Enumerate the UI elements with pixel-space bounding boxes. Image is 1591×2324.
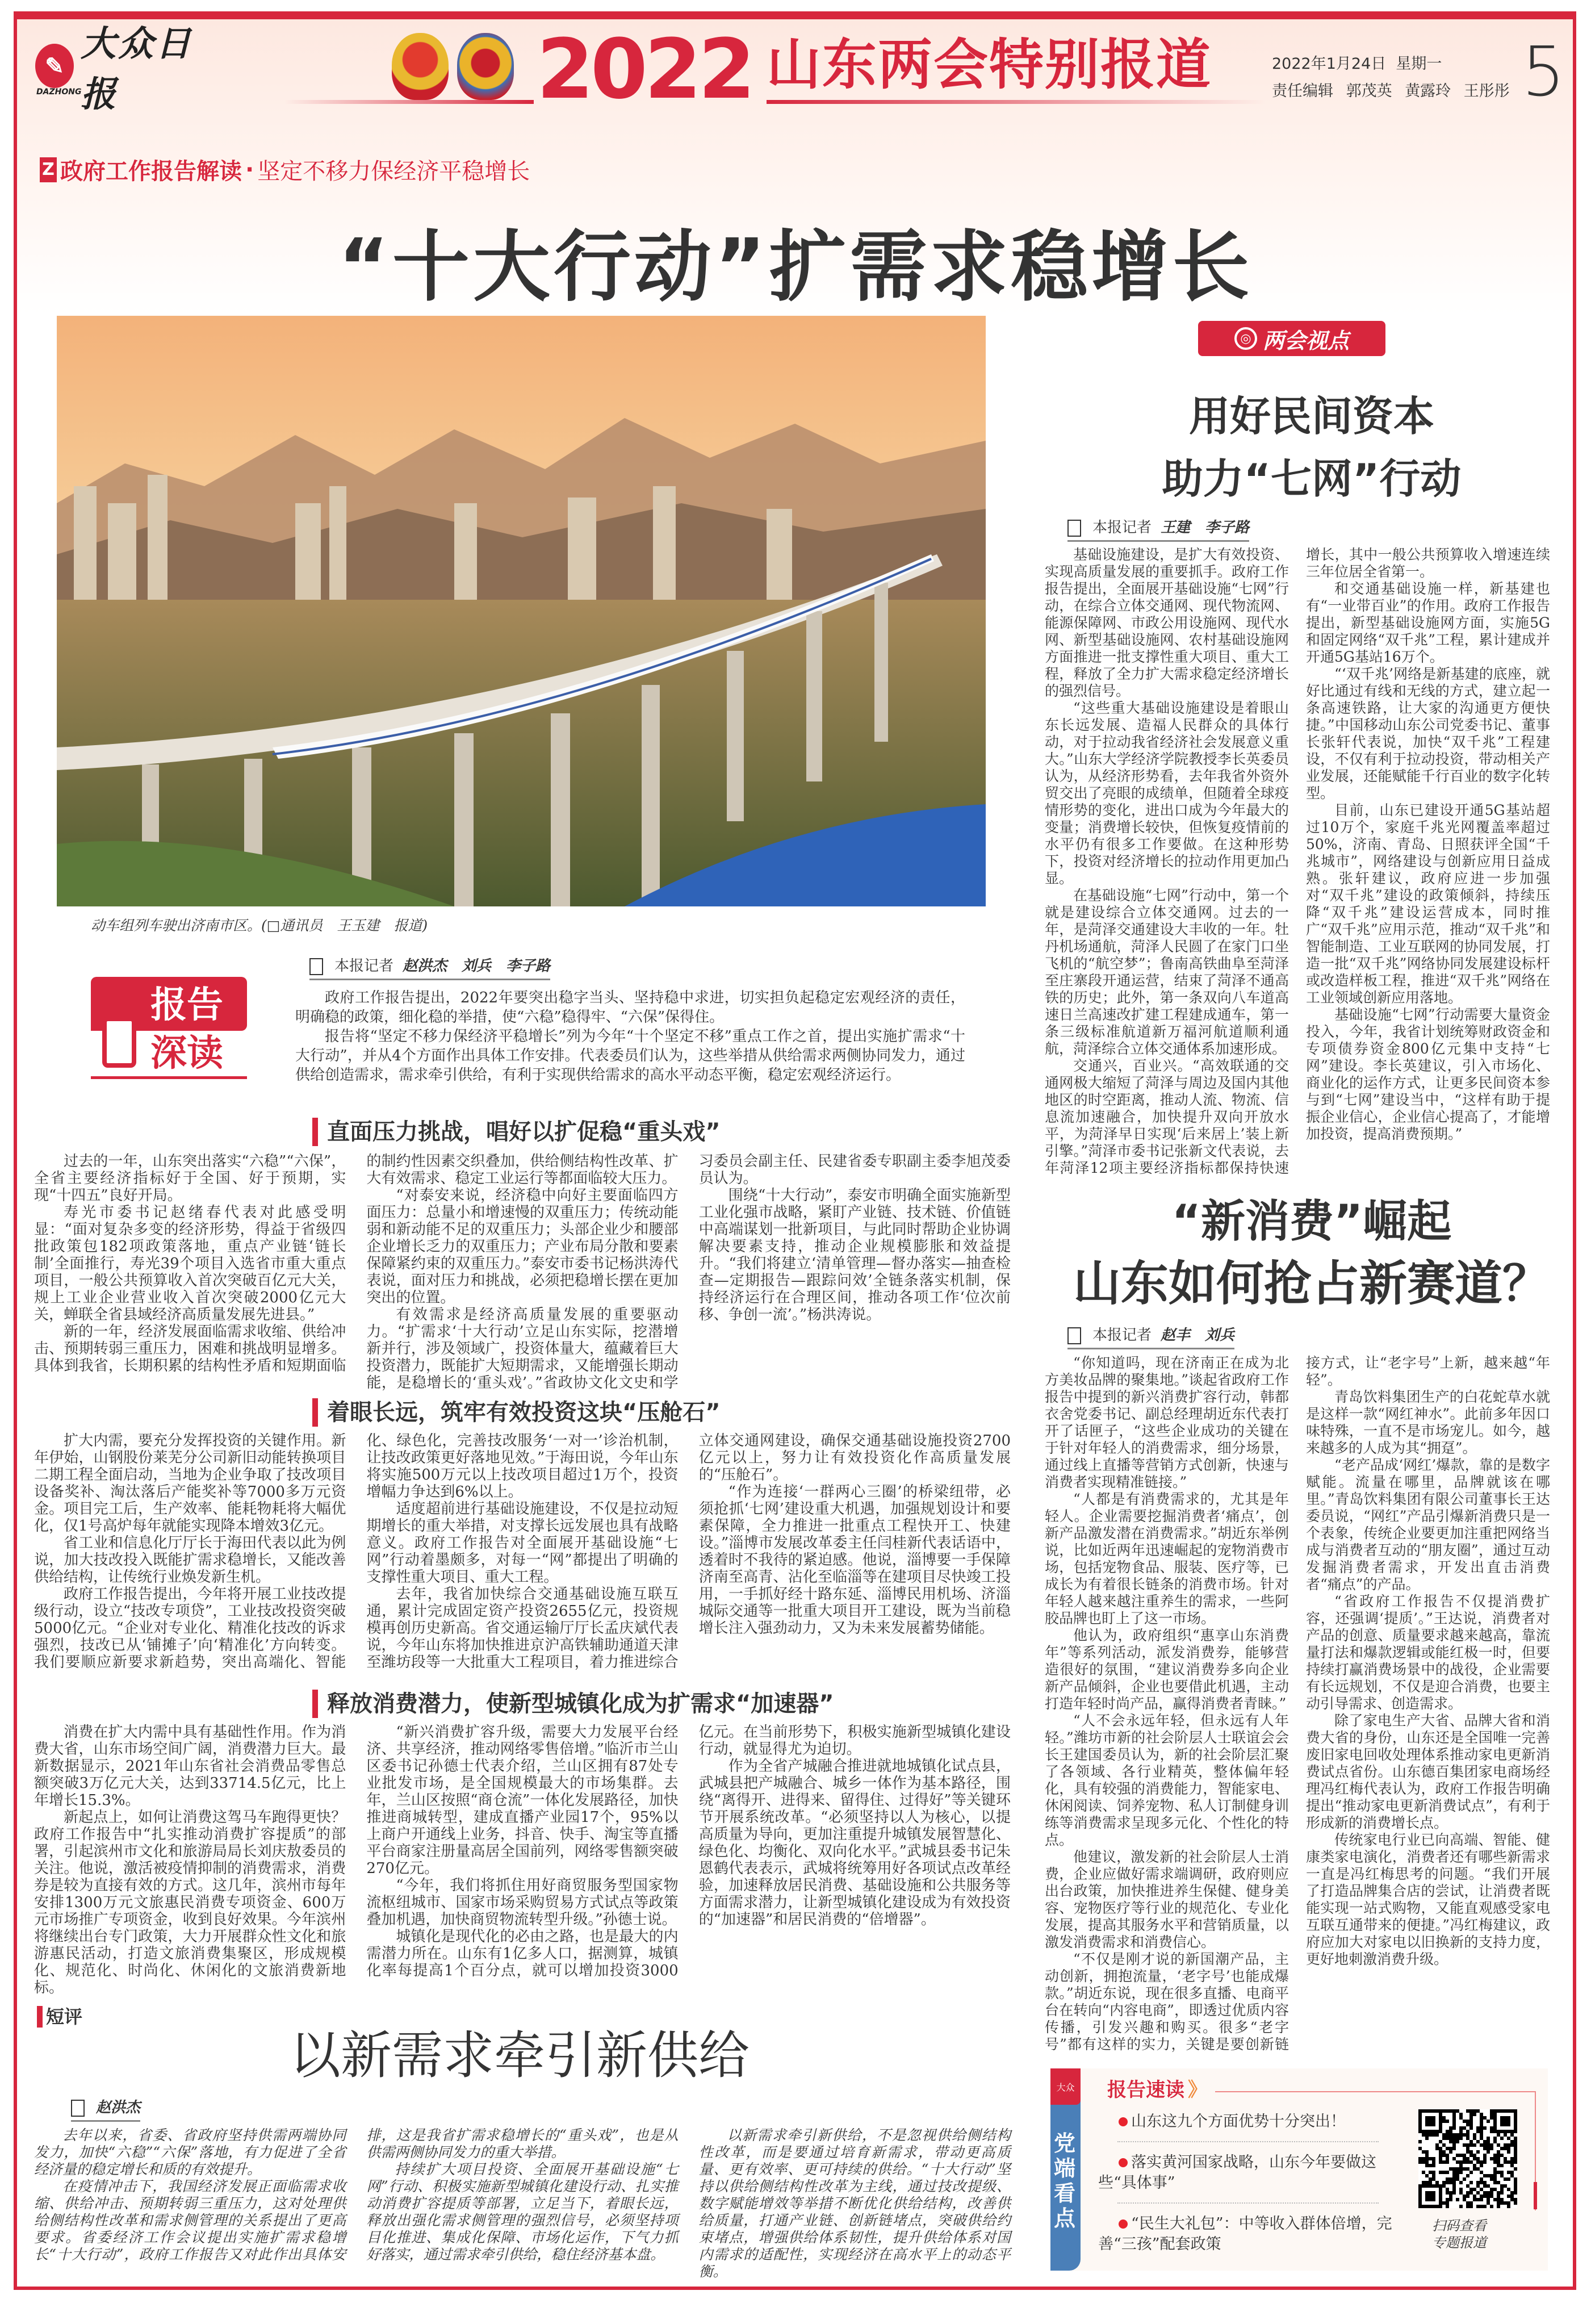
national-emblem-icon [392,33,449,100]
paragraph: “不仅是刚才说的新国潮产品，主动创新，拥抱流量，‘老字号’也能成爆款。”胡近东说，现在很多直播、电商平台在转向“内容电商”，即透过优质内容传播，引发兴趣和购买。很多“老字号”都有这样的实力，关键是要创新链接方式，让“老字号”上新，越来越“年轻”。 [1045,1355,1550,2053]
side1-byline [1067,516,1249,542]
quick-read-text: 报告速读 [1107,2079,1184,2101]
item-text: 落实黄河国家战略，山东今年要做这些“具体事” [1098,2154,1376,2192]
paragraph: 围绕“十大行动”，泰安市明确全面实施新型工业化强市战略，紧盯产业链、技术链、价值链中高端谋划一批新项目，与此同时帮助企业协调解决要素支持，推动企业规模膨胀和效益提升。“我们将建立‘清单管理—督办落实—抽查检查—定期报告—跟踪问效’全链条落实机制，保持经济运行在合理区间，推动各项工作‘位次前移、争创一流’。”杨洪涛说。 [698,1187,1011,1323]
kicker-text: 坚定不移力保经济平稳增长 [257,158,530,185]
commentary-label: 短评 [37,2006,82,2028]
paragraph: “人不会永远年轻，但永远有人年轻。”潍坊市新的社会阶层人士联谊会会长王建国委员认为，新的社会阶层汇聚了各领域、各行业精英，整体偏年轻化，具有较强的消费能力，智能家电、休闲阅读、饲养宠物、私人订制健身训练等消费需求呈现多元化、个性化的特点。 [1045,1712,1289,1848]
side2-title-line1: “新消费”崛起 [1171,1196,1452,1247]
editor-name: 郭茂英 [1346,82,1392,100]
badge-text: 两会视点 [1262,328,1349,353]
commentary-author: 赵洪杰 [96,2099,141,2116]
dazhong-logo-icon: ✎ [35,44,74,88]
byline-label: 本报记者 [1092,519,1152,536]
commentary-byline [71,2096,140,2122]
paragraph: 除了家电生产大省、品牌大省和消费大省的身份，山东还是全国唯一完善废旧家电回收处理体系推动家电更新消费试点省份。山东德百集团家电商场经理冯红梅代表认为，政府工作报告明确提出“推动家电更新消费试点”，有利于形成新的消费增长点。 [1306,1712,1550,1831]
side1-title-line2: 助力“七网”行动 [1162,455,1462,503]
byline-authors: 赵丰 刘兵 [1161,1327,1235,1344]
paragraph: 消费在扩大内需中具有基础性作用。作为消费大省，山东市场空间广阔，消费潜力巨大。最新数据显示，2021年山东省社会消费品零售总额突破3万亿元大关，达到33714.5亿元，比上年增长15.3%。 [34,1724,346,1809]
qr-caption [1432,2217,1487,2251]
section-body [34,1724,1011,2002]
date-text: 2022年1月24日 [1272,55,1387,73]
paragraph: “省政府工作报告不仅提消费扩容，还强调‘提质’。”王达说，消费者对产品的创意、质量要求越来越高，靠流量打法和爆款逻辑或能红极一时，但要持续打赢消费场景中的战役，企业需要有长远规划，不仅是迎合消费，也要主动引导需求、创造需求。 [1306,1593,1550,1712]
section-title: 山东两会特别报道 [767,33,1212,97]
paragraph: 去年以来，省委、省政府坚持供需两端协同发力，加快“六稳”“六保”落地，有力促进了全省经济量的稳定增长和质的有效提升。 [34,2127,346,2177]
paragraph: 新的一年，经济发展面临需求收缩、供给冲击、预期转弱三重压力，困难和挑战明显增多。具体到我省，长期积累的结构性矛盾和短期面临的制约性因素交织叠加，供给侧结构性改革、扩大有效需求、稳定工业运行等都面临较大压力。 [34,1153,679,1374]
lead-byline [309,954,550,980]
paragraph: “你知道吗，现在济南正在成为北方美妆品牌的聚集地。”谈起省政府工作报告中提到的新兴消费扩容行动，韩都衣舍党委书记、副总经理胡近东代表打开了话匣子，“这些企业成功的关键在于针对年轻人的消费需求，细分场景，通过线上直播等营销方式创新，快速与消费者实现精准链接。” [1045,1355,1289,1490]
commentary-body [34,2127,1011,2286]
paragraph: 有效需求是经济高质量发展的重要驱动力。“扩需求‘十大行动’立足山东实际，挖潜增新并行，涉及领域广，投资体量大，蕴藏着巨大投资潜力，既能扩大短期需求，又能增强长期动能，是稳增长的‘重头戏’。”省政协文化文史和学习委员会副主任、民建省委专职副主委李旭茂委员认为。 [366,1153,1011,1391]
editors [1272,78,1518,101]
double-chevron-icon: 》 [1188,2079,1207,2101]
lianghui-viewpoint-badge [1198,321,1385,356]
divider [1215,2091,1536,2092]
lead-intro [295,988,965,1085]
paragraph: 他认为，政府组织“惠享山东消费年”等系列活动，派发消费券，能够营造很好的氛围，“建议消费券多向企业新产品倾斜，企业也要借此机遇，主动打造年轻时尚产品，赢得消费者青睐。” [1045,1627,1289,1712]
page-number: 5 [1522,33,1565,112]
paragraph: 青岛饮料集团生产的白花蛇草水就是这样一款“网红神水”。此前多年因口味特殊，一直不是市场宠儿。如今，越来越多的人成为其“拥趸”。 [1306,1389,1550,1456]
editor-label: 责任编辑 [1272,82,1333,100]
paragraph: “作为连接‘一群两心三圈’的桥梁纽带，必须抢抓‘七网’建设重大机遇，加强规划设计和要素保障，全力推进一批重点工程快开工、快建设。”淄博市发展改革委主任闫桂新代表话语中，透着时不我待的紧迫感。他说，淄博要一手保障济南至高青、沾化至临淄等在建项目尽快竣工投用，一手抓好经十路东延、淄博民用机场、济淄城际交通等一批重大项目开工建设，既为当前稳增长注入强劲动力，又为未来发展蓄势储能。 [698,1483,1011,1637]
paragraph: “老产品成‘网红’爆款，靠的是数字赋能。流量在哪里，品牌就该在哪里。”青岛饮料集团有限公司董事长王达委员说，“网红”产品引爆新消费只是一个表象，传统企业要更加注重把网络当成与消费者互动的“朋友圈”，通过互动发掘消费者需求，开发出直击消费者“痛点”的产品。 [1306,1457,1550,1592]
byline-authors: 赵洪杰 刘兵 李子路 [403,958,551,975]
paragraph: “对泰安来说，经济稳中向好主要面临四方面压力：总量小和增速慢的双重压力；传统动能弱和新动能不足的双重压力；头部企业少和腰部企业增长乏力的双重压力；产业布局分散和要素保障紧约束的双重压力。”泰安市委书记杨洪涛代表说，面对压力和挑战，必须把稳增长摆在更加突出的位置。 [366,1187,679,1306]
paragraph: “今年，我们将抓住用好商贸服务型国家物流枢纽城市、国家市场采购贸易方式试点等政策叠加机遇，加快商贸物流转型升级。”孙德士说。 [366,1877,679,1928]
bullet-icon [1119,2158,1128,2167]
item-text: 山东这九个方面优势十分突出！ [1131,2113,1346,2130]
paragraph: 城镇化是现代化的必由之路，也是最大的内需潜力所在。山东有1亿多人口，据测算，城镇化率每提高1个百分点，就可以增加投资3000亿元。在当前形势下，积极实施新型城镇化建设行动，就显得尤为迫切。 [366,1724,1011,1979]
byline-label: 本报记者 [1092,1327,1152,1344]
byline-box-icon [1067,1327,1081,1344]
paragraph: 适度超前进行基础设施建设，不仅是拉动短期增长的重大举措，对支撑长远发展也具有战略意义。政府工作报告对全面展开基础设施“七网”行动着墨颇多，对每一“网”都提出了明确的支撑性重大项目、重大工程。 [366,1500,679,1586]
badge-underline [91,1076,247,1079]
paragraph: 报告将“坚定不移力保经济平稳增长”列为今年“十个坚定不移”重点工作之首，提出实施扩需求“十大行动”，并从4个方面作出具体工作安排。代表委员们认为，这些举措从供给需求两侧协同发力，通过供给创造需求，需求牵引供给，有利于实现供给需求的高水平动态平衡，稳定宏观经济运行。 [295,1028,965,1084]
paragraph: 基础设施“七网”行动需要大量资金投入，今年，我省计划统筹财政资金和专项债券资金800亿元集中支持“七网”建设。李长英建议，引入市场化、商业化的运作方式，让更多民间资本参与到“七网”建设当中，“这样有助于提振企业信心，企业信心提高了，才能增加投资，提高消费预期。” [1306,1006,1550,1142]
side2-byline [1067,1323,1234,1349]
paragraph: 省工业和信息化厅厅长于海田代表以此为例说，加大技改投入既能扩需求稳增长，又能改善供给结构，让传统行业焕发新生机。 [34,1535,346,1586]
photo-caption: 动车组列车驶出济南市区。(□通讯员 王玉建 报道) [91,917,428,934]
quick-read-item[interactable] [1098,2112,1399,2132]
dotted-divider [1117,2141,1379,2142]
qr-code[interactable] [1418,2109,1517,2208]
main-headline: “十大行动”扩需求稳增长 [338,223,1253,312]
viewpoint-icon: ◎ [1234,327,1257,350]
byline-box-icon [309,958,323,975]
qr-code-icon [1418,2109,1517,2208]
paragraph: 持续扩大项目投资、全面展开基础设施“七网”行动、积极实施新型城镇化建设行动、扎实推动消费扩容提质等部署，立足当下，着眼长远，释放出强化需求侧管理的强烈信号，必须坚持项目化推进、集成化保障、市场化运作，下气力抓好落实，通过需求牵引供给，稳住经济基本盘。 [366,2161,679,2263]
kicker-prefix: 政府工作报告解读 [60,158,242,185]
paragraph: 在疫情冲击下，我国经济发展正面临需求收缩、供给冲击、预期转弱三重压力，这对处理供给侧结构性改革和需求侧管理的关系提出了更高要求。省委经济工作会议提出实施扩需求稳增长“十大行动”，政府工作报告又对此作出具体安排，这是我省扩需求稳增长的“重头戏”，也是从供需两侧协同发力的重大举措。 [34,2127,679,2263]
paragraph: 交通兴，百业兴。“高效联通的交通网极大缩短了菏泽与周边及国内其他地区的时空距离，推动人流、物流、信息流加速融合，加快提升双向开放水平，为菏泽早日实现‘后来居上’装上新引擎。”菏泽市委书记张新文代表说，去年菏泽12项主要经济指标都保持快速增长，其中一般公共预算收入增速连续三年位居全省第一。 [1045,546,1550,1176]
byline-box-icon [71,2100,85,2117]
logo-name: 大众日报 [80,23,193,115]
side1-body [1045,546,1550,1182]
paragraph: 政府工作报告提出，今年将开展工业技改提级行动，设立“技改专项贷”，工业技改投资突破5000亿元。“企业对专业化、精准化技改的诉求强烈，技改已从‘铺摊子’向‘精准化’方向转变。我们要顺应新要求新趋势，突出高端化、智能化、绿色化，完善技改服务‘一对一’诊治机制，让技改政策更好落地见效。”于海田说，今年山东将实施500万元以上技改项目超过1万个，投资增幅力争达到6%以上。 [34,1432,679,1671]
paragraph: “人都是有消费需求的，尤其是年轻人。企业需要挖掘消费者‘痛点’，创新产品激发潜在消费需求。”胡近东举例说，比如近两年迅速崛起的宠物消费市场，包括宠物食品、服装、医疗等，已成长为有着很长链条的消费市场。针对年轻人越来越注重养生的需求，一些阿胶品牌也盯上了这一市场。 [1045,1491,1289,1627]
byline-label: 本报记者 [334,958,394,975]
dotted-divider [1117,2202,1379,2204]
bullet-icon [1119,2117,1128,2126]
quick-read-item[interactable] [1098,2214,1399,2255]
report-icon: Z [40,157,57,182]
party-app-highlights-box [1050,2068,1548,2271]
paragraph: 基础设施建设，是扩大有效投资、实现高质量发展的重要抓手。政府工作报告提出，全面展开基础设施“七网”行动，在综合立体交通网、现代物流网、能源保障网、市政公用设施网、现代水网、新型基础设施网、农村基础设施网方面推进一批支撑性重大项目、重大工程，释放了全力扩大需求稳定经济增长的强烈信号。 [1045,546,1289,699]
issue-date [1272,51,1442,73]
section-heading: 直面压力挑战，唱好以扩促稳“重头戏” [312,1118,721,1146]
paragraph: 去年，我省加快综合交通基础设施互联互通，累计完成固定资产投资2655亿元，投资规模再创历史新高。省交通运输厅厅长孟庆斌代表说，今年山东将加快推进京沪高铁辅助通道天津至潍坊段等一大批重大工程项目，着力推进综合立体交通网建设，确保交通基础设施投资2700亿元以上，努力让有效投资化作高质量发展的“压舱石”。 [366,1432,1011,1671]
paragraph: 新起点上，如何让消费这驾马车跑得更快？政府工作报告中“扎实推动消费扩容提质”的部署，引起滨州市文化和旅游局局长刘庆敖委员的关注。他说，激活被疫情抑制的消费需求，消费券是较为直接有效的方式。这几年，滨州市每年安排1300万元文旅惠民消费专项资金、600万元市场推广专项资金，收到良好效果。今年滨州将继续出台专门政策，大力开展群众性文化和旅游惠民活动，打造文旅消费集聚区，形成规模化、规范化、时尚化、休闲化的文旅消费新地标。 [34,1809,346,1996]
paragraph: 目前，山东已建设开通5G基站超过10万个，家庭千兆光网覆盖率超过50%，济南、青岛、日照获评全国“千兆城市”，网络建设与创新应用日益成熟。张轩建议，政府应进一步加强对“双千兆”建设的政策倾斜，持续压降“双千兆”建设运营成本，同时推广“双千兆”应用示范，推动“双千兆”和智能制造、工业互联网的协同发展，打造一批“双千兆”网络协同发展建设标杆或改造样板工程，推进“双千兆”网络在工业领域创新应用落地。 [1306,802,1550,1006]
paragraph: 扩大内需，要充分发挥投资的关键作用。新年伊始，山钢股份莱芜分公司新旧动能转换项目二期工程全面启动，当地为企业争取了技改项目设备奖补、淘汰落后产能奖补等7000多万元资金。项目完工后，生产效率、能耗物耗将大幅优化，仅1号高炉每年就能实现降本增效3亿元。 [34,1432,346,1535]
report-deep-read-badge [91,977,247,1079]
dazhong-app-logo: 大众 [1050,2068,1081,2105]
header-divider [767,100,1266,104]
kicker-separator: · [245,156,254,183]
paragraph: 以新需求牵引新供给，不是忽视供给侧结构性改革，而是要通过培育新需求，带动更高质量、更有效率、更可持续的供给。“十大行动”坚持以供给侧结构性改革为主线，通过技改提级、数字赋能增效等举措不断优化供给结构，改善供给质量，打通产业链、创新链堵点，突破供给约束堵点，增强供给体系韧性，提升供给体系对国内需求的适配性，实现经济在高水平上的动态平衡。 [698,2127,1011,2280]
side2-body [1045,1355,1550,2062]
section-body [34,1432,1011,1682]
bullet-icon [1119,2219,1128,2229]
header-divider [284,100,534,104]
editor-name: 王彤彤 [1463,82,1510,100]
magnifier-doc-icon [102,1017,136,1068]
paragraph: 过去的一年，山东突出落实“六稳”“六保”，全省主要经济指标好于全国、好于预期，实现“十四五”良好开局。 [34,1153,346,1204]
paragraph: 作为全省产城融合推进就地城镇化试点县，武城县把产城融合、城乡一体作为基本路径，围绕“离得开、进得来、留得住、过得好”等关键环节开展系统改革。“必须坚持以人为核心，以提高质量为导向，更加注重提升城镇发展智慧化、绿色化、均衡化、双向化水平。”武城县委书记朱恩鹤代表表示，武城将统筹用好各项试点改革经验，加速释放居民消费、基础设施和公共服务等方面需求潜力，让新型城镇化建设成为有效投资的“加速器”和居民消费的“倍增器”。 [698,1758,1011,1928]
quick-read-item[interactable] [1098,2152,1399,2193]
paragraph: 和交通基础设施一样，新基建也有“一业带百业”的作用。政府工作报告提出，新型基础设施网方面，实施5G和固定网络“双千兆”工程，累计建成并开通5G基站16万个。 [1306,580,1550,665]
editor-name: 黄露玲 [1405,82,1451,100]
byline-box-icon [1067,520,1081,537]
quick-read-label [1107,2079,1207,2101]
paragraph: 他建议，激发新的社会阶层人士消费，企业应做好需求端调研，政府则应出台政策，加快推进养生保健、健身美容、宠物医疗等行业的规范化、专业化发展，提高其服务水平和营销质量，以激发消费需求和消费信心。 [1045,1849,1289,1950]
paragraph: “新兴消费扩容升级，需要大力发展平台经济、共享经济，推动网络零售倍增。”临沂市兰山区委书记孙德士代表介绍，兰山区拥有87处专业批发市场，是全国规模最大的市场集群。去年，兰山区按照“商仓流”一体化发展路径，加快推进商城转型，建成直播产业园17个，95%以上商户开通线上业务，抖音、快手、淘宝等直播平台商家注册量高居全国前列，网络零售额突破270亿元。 [366,1724,679,1877]
newspaper-logo [35,23,211,115]
divider-accent [1534,2182,1537,2209]
logo-sub: DAZHONG [36,87,82,97]
commentary-title: 以新需求牵引新供给 [290,2026,750,2085]
qr-caption-line: 扫码查看 [1432,2218,1487,2234]
item-text: “民生大礼包”：中等收入群体倍增，完善“三孩”配套政策 [1098,2215,1392,2253]
kicker [40,153,530,186]
side1-title-line1: 用好民间资本 [1188,392,1434,440]
train-photo [57,316,986,906]
year-label: 2022 [537,22,752,118]
side2-title-line2: 山东如何抢占新赛道？ [1073,1256,1550,1311]
paragraph: 传统家电行业已向高端、智能、健康类家电演化，消费者还有哪些新需求一直是冯红梅思考的问题。“我们开展了打造品牌集合店的尝试，让消费者既能实现一站式购物，又能直观感受家电互联互通带来的便捷。”冯红梅建议，政府应加大对家电以旧换新的支持力度，更好地刺激消费升级。 [1306,1832,1550,1967]
qr-caption-line: 专题报道 [1432,2235,1487,2251]
weekday-text: 星期一 [1396,55,1442,73]
paragraph: “这些重大基础设施建设是着眼山东长远发展、造福人民群众的具体行动，对于拉动我省经济社会发展意义重大。”山东大学经济学院教授李长英委员认为，从经济形势看，去年我省外资外贸交出了亮眼的成绩单，但随着全球疫情形势的变化，进出口成为今年最大的变量；消费增长较快，但恢复疫情前的水平仍有很多工作要做。在这种形势下，投资对经济增长的拉动作用更加凸显。 [1045,700,1289,887]
paragraph: 政府工作报告提出，2022年要突出稳字当头、坚持稳中求进，切实担负起稳定宏观经济的责任，明确稳的政策，细化稳的举措，使“六稳”稳得牢、“六保”保得住。 [295,989,965,1026]
section-heading: 释放消费潜力，使新型城镇化成为扩需求“加速器” [312,1690,834,1718]
strip-label: 党端看点 [1054,2131,1076,2231]
paragraph: “‘双千兆’网络是新基建的底座，就好比通过有线和无线的方式，建立起一条高速铁路，让大家的沟通更方便快捷。”中国移动山东公司党委书记、董事长张轩代表说，加快“双千兆”工程建设，不仅有利于拉动投资，带动相关产业发展，还能赋能千行百业的数字化转型。 [1306,666,1550,801]
cppcc-emblem-icon [457,33,514,100]
paragraph: 寿光市委书记赵绪春代表对此感受明显：“面对复杂多变的经济形势，得益于省级四批政策包182项政策落地，重点产业链‘链长制’全面推行，寿光39个项目入选省市重大重点项目，一般公共预算收入首次突破百亿元大关，规上工业企业营业收入首次突破2000亿元大关，蝉联全省县域经济高质量发展先进县。” [34,1204,346,1323]
paragraph: 在基础设施“七网”行动中，第一个就是建设综合立体交通网。过去的一年，是菏泽交通建设大丰收的一年。牡丹机场通航，菏泽人民圆了在家门口坐飞机的“航空梦”；鲁南高铁曲阜至菏泽至庄寨段开通运营，结束了菏泽不通高铁的历史；此外，第一条双向八车道高速日兰高速改扩建工程建成通车，第一条三级标准航道新万福河航道顺利通航，菏泽综合立体交通体系加速形成。 [1045,887,1289,1057]
byline-authors: 王建 李子路 [1161,519,1250,536]
section-heading: 着眼长远，筑牢有效投资这块“压舱石” [312,1398,721,1427]
badge-text: 报告深读 [150,981,236,1078]
train-bridge-image [57,316,986,906]
section-body [34,1153,1011,1391]
